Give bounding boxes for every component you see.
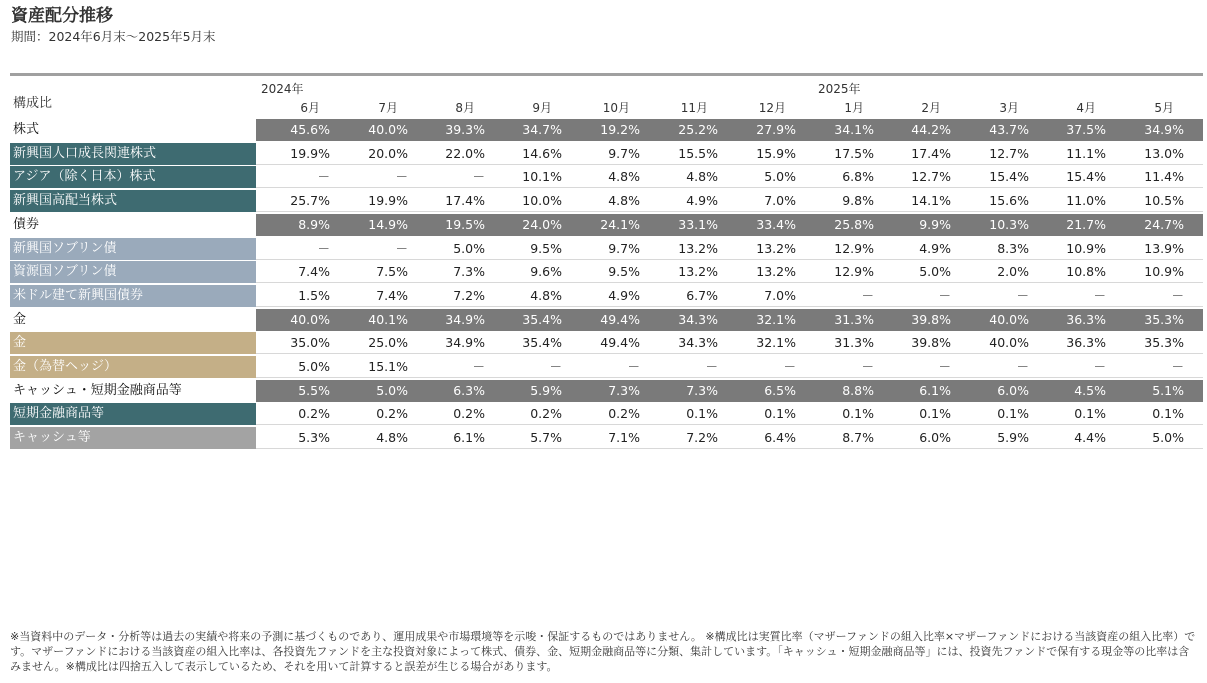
table-cell: － [861, 287, 874, 303]
table-cell: 5.1% [1152, 382, 1184, 398]
table-cell: 5.0% [764, 169, 796, 185]
month-header: 5月 [1154, 101, 1174, 115]
table-cell: 5.0% [919, 264, 951, 280]
table-cell: 5.7% [530, 430, 562, 446]
table-cell: 37.5% [1066, 122, 1106, 137]
table-cell: 7.3% [453, 264, 485, 280]
row-values [256, 214, 1203, 236]
row-values [256, 190, 1203, 212]
table-cell: 35.4% [522, 335, 562, 351]
month-header: 4月 [1076, 101, 1096, 115]
row-label: 新興国高配当株式 [10, 190, 256, 212]
table-cell: － [395, 240, 408, 256]
table-cell: 13.2% [678, 240, 718, 256]
table-cell: 0.1% [1152, 406, 1184, 422]
row-label: アジア（除く日本）株式 [10, 166, 256, 188]
table-cell: 34.9% [445, 335, 485, 351]
table-cell: 0.2% [608, 406, 640, 422]
table-cell: 6.1% [919, 382, 951, 398]
table-cell: 15.9% [756, 145, 796, 161]
table-cell: 40.0% [989, 311, 1029, 327]
table-cell: 35.0% [290, 335, 330, 351]
table-cell: 6.3% [453, 382, 485, 398]
table-cell: 33.4% [756, 216, 796, 232]
table-cell: 27.9% [756, 122, 796, 137]
table-cell: 9.7% [608, 145, 640, 161]
table-cell: 4.4% [1074, 430, 1106, 446]
table-cell: 0.1% [997, 406, 1029, 422]
table-cell: 39.3% [445, 122, 485, 137]
row-values [256, 356, 1203, 378]
table-cell: － [938, 287, 951, 303]
table-cell: 1.5% [298, 287, 330, 303]
table-cell: 25.7% [290, 193, 330, 209]
table-cell: 13.9% [1144, 240, 1184, 256]
row-label: 短期金融商品等 [10, 403, 256, 425]
table-cell: 21.7% [1066, 216, 1106, 232]
table-cell: 6.1% [453, 430, 485, 446]
table-cell: 12.9% [834, 264, 874, 280]
table-cell: 9.9% [919, 216, 951, 232]
table-cell: － [1093, 287, 1106, 303]
row-values [256, 332, 1203, 354]
table-row [10, 356, 1203, 378]
table-row [10, 190, 1203, 212]
table-cell: 32.1% [756, 335, 796, 351]
table-cell: － [472, 359, 485, 374]
table-cell: － [472, 169, 485, 185]
table-row [10, 332, 1203, 354]
table-cell: 10.8% [1066, 264, 1106, 280]
table-cell: 9.5% [530, 240, 562, 256]
table-cell: － [1171, 287, 1184, 303]
table-cell: 34.9% [1144, 122, 1184, 137]
table-cell: 44.2% [911, 122, 951, 137]
table-cell: 7.1% [608, 430, 640, 446]
table-cell: 49.4% [600, 311, 640, 327]
row-values [256, 427, 1203, 449]
table-cell: 34.3% [678, 335, 718, 351]
table-row [10, 285, 1203, 307]
table-cell: 12.7% [989, 145, 1029, 161]
table-row [10, 261, 1203, 283]
table-cell: 7.0% [764, 287, 796, 303]
table-cell: 0.1% [842, 406, 874, 422]
table-cell: 2.0% [997, 264, 1029, 280]
month-header: 2月 [921, 101, 941, 115]
table-cell: － [705, 359, 718, 374]
table-row [10, 143, 1203, 165]
table-cell: 8.7% [842, 430, 874, 446]
table-row [10, 214, 1203, 236]
table-cell: 4.8% [608, 193, 640, 209]
table-cell: 13.2% [756, 264, 796, 280]
month-header: 9月 [532, 101, 552, 115]
table-cell: 34.1% [834, 122, 874, 137]
table-cell: 5.3% [298, 430, 330, 446]
table-cell: 14.6% [522, 145, 562, 161]
table-cell: 31.3% [834, 311, 874, 327]
row-values [256, 261, 1203, 283]
table-cell: 24.0% [522, 216, 562, 232]
month-header: 3月 [999, 101, 1019, 115]
table-cell: 5.0% [1152, 430, 1184, 446]
table-cell: 39.8% [911, 311, 951, 327]
table-cell: 13.2% [678, 264, 718, 280]
table-cell: 5.5% [298, 382, 330, 398]
row-label: 米ドル建て新興国債券 [10, 285, 256, 307]
table-cell: 22.0% [445, 145, 485, 161]
table-cell: 7.0% [764, 193, 796, 209]
table-cell: 7.3% [686, 382, 718, 398]
table-cell: 36.3% [1066, 311, 1106, 327]
table-cell: 5.0% [376, 382, 408, 398]
month-header: 10月 [602, 101, 630, 115]
table-cell: 40.0% [290, 311, 330, 327]
table-cell: 4.9% [919, 240, 951, 256]
table-cell: 25.8% [834, 216, 874, 232]
table-cell: － [317, 240, 330, 256]
table-cell: 40.1% [368, 311, 408, 327]
table-cell: 40.0% [989, 335, 1029, 351]
table-cell: 4.8% [686, 169, 718, 185]
row-label: 金 [10, 332, 256, 354]
month-header: 12月 [758, 101, 786, 115]
table-cell: 5.9% [530, 382, 562, 398]
table-cell: 17.5% [834, 145, 874, 161]
table-cell: 5.0% [453, 240, 485, 256]
table-cell: 19.2% [600, 122, 640, 137]
table-cell: － [861, 359, 874, 374]
table-cell: 25.0% [368, 335, 408, 351]
table-cell: － [783, 359, 796, 374]
table-cell: 7.2% [453, 287, 485, 303]
row-label: 金 [10, 309, 256, 331]
table-cell: 12.7% [911, 169, 951, 185]
row-values [256, 119, 1203, 141]
table-cell: 6.4% [764, 430, 796, 446]
table-cell: 7.5% [376, 264, 408, 280]
table-cell: 34.3% [678, 311, 718, 327]
table-cell: 49.4% [600, 335, 640, 351]
table-row [10, 166, 1203, 188]
footnote: ※当資料中のデータ・分析等は過去の実績や将来の予測に基づくものであり、運用成果や市場環境等を示唆・保証するものではありません。 ※構成比は実質比率（マザーファンドの組入比率×マザーファンドにおける当該資産の組入比率）です。マザーファンドにおける当該資産の組入比率は、各投資先ファンドを主な投資対象によって株式、債券、金、短期金融商品等に分類、集計しています。「キャッシュ・短期金融商品等」には、投資先ファンドで保有する現金等の比率は含みません。※構成比は四捨五入して表示しているため、それを用いて計算すると誤差が生じる場合があります。 [10, 630, 1196, 673]
table-cell: 10.9% [1066, 240, 1106, 256]
table-cell: 25.2% [678, 122, 718, 137]
table-cell: 0.2% [298, 406, 330, 422]
table-cell: 8.8% [842, 382, 874, 398]
month-header: 7月 [378, 101, 398, 115]
table-cell: 7.4% [376, 287, 408, 303]
table-cell: － [938, 359, 951, 374]
table-cell: 10.5% [1144, 193, 1184, 209]
table-cell: － [1093, 359, 1106, 374]
page-title: 資産配分推移 [11, 6, 113, 26]
table-cell: 34.9% [445, 311, 485, 327]
header-year-2025: 2025年 [818, 82, 861, 96]
table-row [10, 238, 1203, 260]
month-header: 6月 [300, 101, 320, 115]
table-cell: 0.1% [919, 406, 951, 422]
table-cell: 9.5% [608, 264, 640, 280]
table-cell: 7.4% [298, 264, 330, 280]
table-cell: 8.3% [997, 240, 1029, 256]
table-cell: 9.6% [530, 264, 562, 280]
row-values [256, 166, 1203, 188]
table-cell: － [1016, 359, 1029, 374]
table-cell: 15.1% [368, 359, 408, 374]
table-top-rule [10, 73, 1203, 76]
table-cell: 7.2% [686, 430, 718, 446]
table-cell: 5.9% [997, 430, 1029, 446]
table-cell: 20.0% [368, 145, 408, 161]
table-cell: 0.1% [1074, 406, 1106, 422]
table-cell: 10.3% [989, 216, 1029, 232]
row-label: 新興国ソブリン債 [10, 238, 256, 260]
table-cell: － [549, 359, 562, 374]
table-row [10, 309, 1203, 331]
row-values [256, 403, 1203, 425]
table-cell: 13.0% [1144, 145, 1184, 161]
table-cell: 9.7% [608, 240, 640, 256]
row-label: 債券 [10, 214, 256, 236]
table-row [10, 403, 1203, 425]
header-year-2024: 2024年 [261, 82, 304, 96]
table-cell: 4.9% [608, 287, 640, 303]
month-header: 8月 [455, 101, 475, 115]
table-cell: － [1171, 359, 1184, 374]
table-row [10, 380, 1203, 402]
table-cell: 0.2% [376, 406, 408, 422]
table-cell: － [317, 169, 330, 185]
table-cell: 32.1% [756, 311, 796, 327]
table-cell: 4.5% [1074, 382, 1106, 398]
table-cell: 39.8% [911, 335, 951, 351]
table-cell: － [1016, 287, 1029, 303]
row-values [256, 285, 1203, 307]
row-values [256, 238, 1203, 260]
table-cell: 6.8% [842, 169, 874, 185]
table-row [10, 119, 1203, 141]
table-cell: 33.1% [678, 216, 718, 232]
table-cell: 19.5% [445, 216, 485, 232]
table-cell: 11.0% [1066, 193, 1106, 209]
table-cell: 4.9% [686, 193, 718, 209]
table-cell: 6.7% [686, 287, 718, 303]
table-cell: 4.8% [530, 287, 562, 303]
row-values [256, 143, 1203, 165]
row-label: 金（為替ヘッジ） [10, 356, 256, 378]
table-cell: 40.0% [368, 122, 408, 137]
table-cell: 6.5% [764, 382, 796, 398]
table-cell: － [627, 359, 640, 374]
table-cell: 11.4% [1144, 169, 1184, 185]
table-cell: 35.4% [522, 311, 562, 327]
table-cell: 14.9% [368, 216, 408, 232]
table-cell: 0.1% [686, 406, 718, 422]
row-label: 株式 [10, 119, 256, 141]
month-header: 11月 [680, 101, 708, 115]
table-cell: 15.4% [1066, 169, 1106, 185]
table-cell: 36.3% [1066, 335, 1106, 351]
table-row [10, 427, 1203, 449]
month-header: 1月 [844, 101, 864, 115]
header-label: 構成比 [13, 96, 53, 111]
table-cell: 5.0% [298, 359, 330, 374]
table-cell: 0.1% [764, 406, 796, 422]
table-cell: 11.1% [1066, 145, 1106, 161]
table-cell: 10.1% [522, 169, 562, 185]
row-label: 資源国ソブリン債 [10, 261, 256, 283]
table-cell: 4.8% [376, 430, 408, 446]
table-cell: 34.7% [522, 122, 562, 137]
table-cell: 15.5% [678, 145, 718, 161]
table-cell: 19.9% [290, 145, 330, 161]
row-label: 新興国人口成長関連株式 [10, 143, 256, 165]
row-label: キャッシュ・短期金融商品等 [10, 380, 256, 402]
table-cell: 0.2% [453, 406, 485, 422]
table-cell: 7.3% [608, 382, 640, 398]
table-cell: 12.9% [834, 240, 874, 256]
table-cell: 17.4% [911, 145, 951, 161]
table-cell: 9.8% [842, 193, 874, 209]
row-label: キャッシュ等 [10, 427, 256, 449]
table-cell: 10.0% [522, 193, 562, 209]
table-cell: 17.4% [445, 193, 485, 209]
table-cell: 31.3% [834, 335, 874, 351]
table-cell: 4.8% [608, 169, 640, 185]
period-label: 期間：2024年6月末～2025年5月末 [11, 29, 216, 44]
table-cell: 45.6% [290, 122, 330, 137]
row-values [256, 380, 1203, 402]
table-cell: 24.1% [600, 216, 640, 232]
table-cell: 43.7% [989, 122, 1029, 137]
row-values [256, 309, 1203, 331]
table-cell: 0.2% [530, 406, 562, 422]
table-cell: 24.7% [1144, 216, 1184, 232]
table-cell: 6.0% [919, 430, 951, 446]
table-cell: 6.0% [997, 382, 1029, 398]
table-cell: 19.9% [368, 193, 408, 209]
table-cell: 15.4% [989, 169, 1029, 185]
table-cell: 13.2% [756, 240, 796, 256]
table-cell: － [395, 169, 408, 185]
table-cell: 10.9% [1144, 264, 1184, 280]
table-cell: 15.6% [989, 193, 1029, 209]
table-cell: 35.3% [1144, 335, 1184, 351]
table-cell: 14.1% [911, 193, 951, 209]
table-cell: 8.9% [298, 216, 330, 232]
table-cell: 35.3% [1144, 311, 1184, 327]
